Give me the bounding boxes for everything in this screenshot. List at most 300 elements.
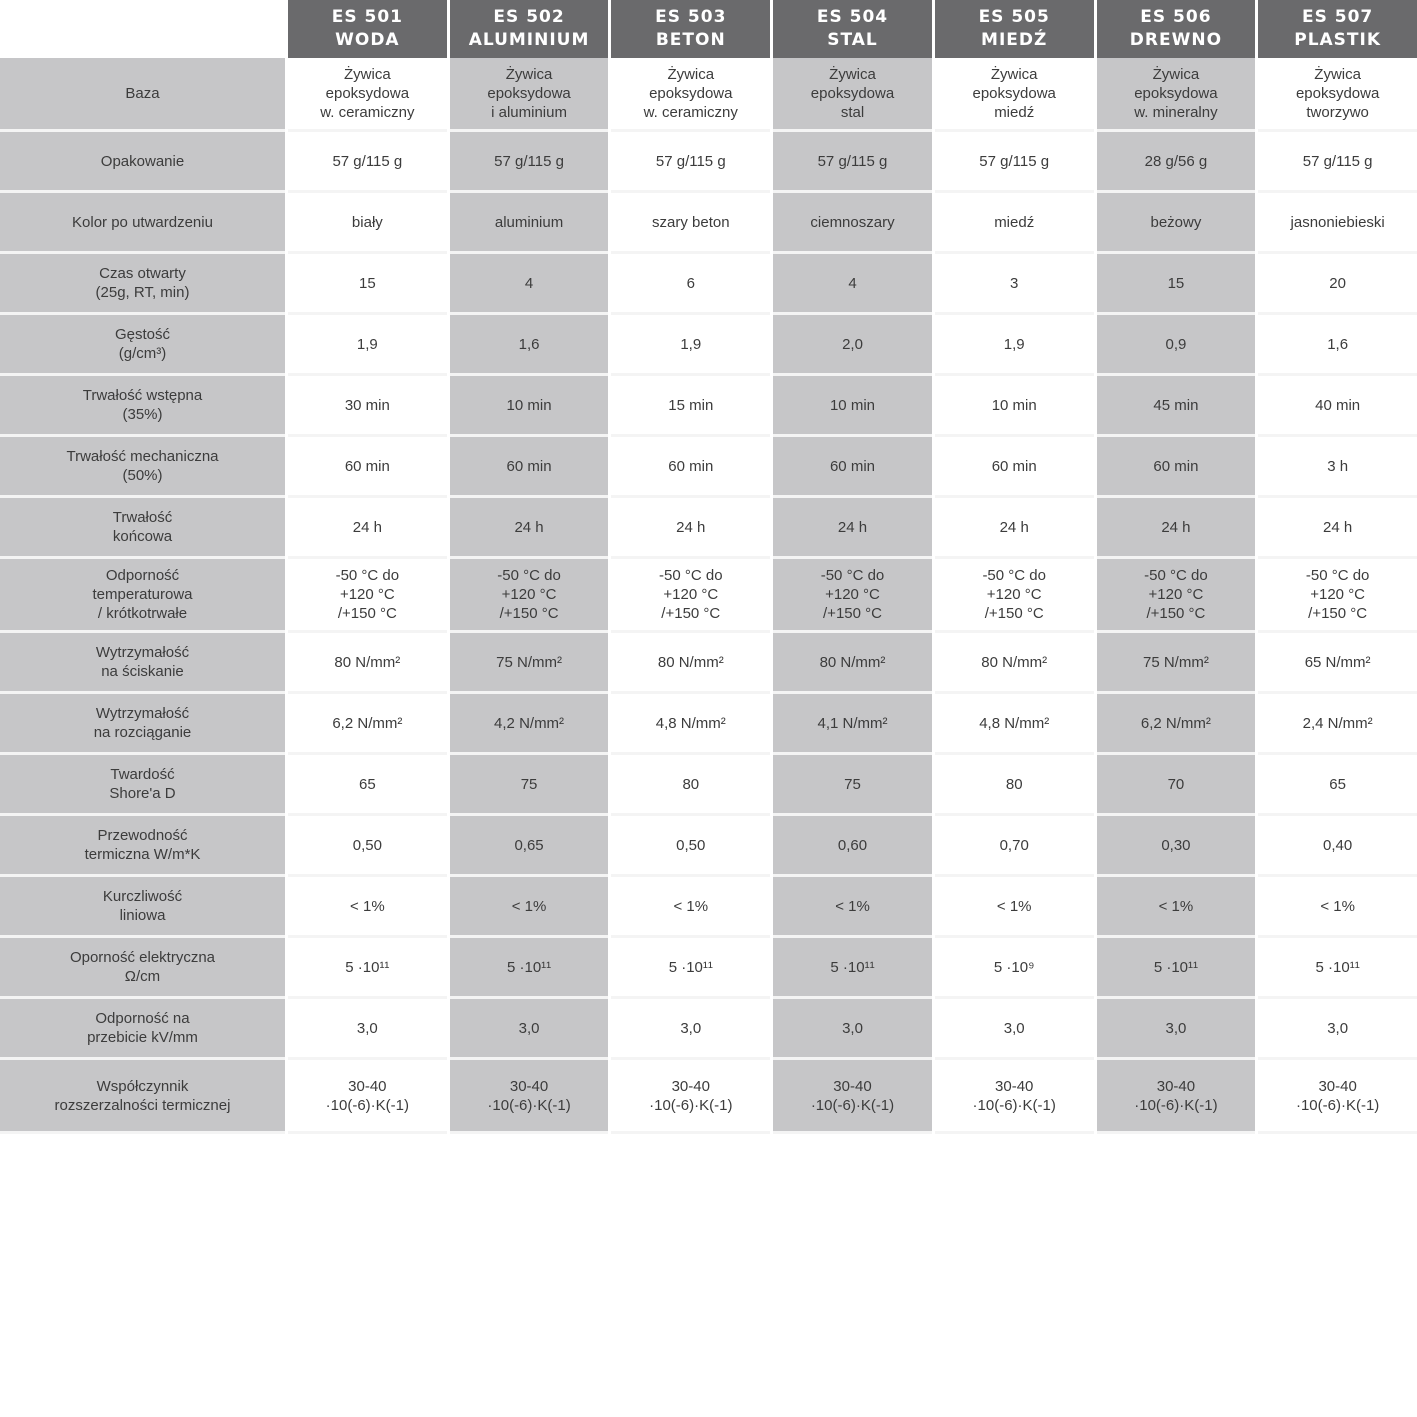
table-cell xyxy=(1097,132,1256,193)
table-cell xyxy=(1258,1060,1417,1134)
row-label-line: Opakowanie xyxy=(100,152,185,170)
table-cell xyxy=(450,938,609,999)
column-header-code: ES 503 xyxy=(655,7,727,27)
table-cell-line: 60 min xyxy=(506,457,552,475)
table-cell-line: 0,60 xyxy=(837,836,868,854)
table-cell xyxy=(1097,376,1256,437)
table-cell xyxy=(773,816,932,877)
column-header xyxy=(935,0,1094,58)
table-cell xyxy=(288,132,447,193)
table-cell-line: 2,0 xyxy=(842,335,863,353)
table-cell-line: 57 g/115 g xyxy=(655,152,726,170)
row-label-line: Kolor po utwardzeniu xyxy=(72,213,213,231)
table-cell-line: 65 xyxy=(359,775,376,793)
table-cell-line: < 1% xyxy=(835,897,870,915)
table-cell-line: 0,70 xyxy=(999,836,1029,854)
table-cell-line: 1,9 xyxy=(680,335,702,353)
table-cell xyxy=(450,498,609,559)
table-cell-line: 30 min xyxy=(344,396,390,414)
table-cell xyxy=(1097,315,1256,376)
table-cell xyxy=(450,877,609,938)
table-cell-line: 0,50 xyxy=(676,836,706,854)
table-cell-line: 0,40 xyxy=(1323,836,1353,854)
table-cell xyxy=(611,498,770,559)
table-cell xyxy=(773,938,932,999)
table-cell xyxy=(773,193,932,254)
table-cell xyxy=(1258,559,1417,633)
table-cell-line: /+150 °C xyxy=(823,605,882,622)
table-cell xyxy=(450,559,609,633)
table-cell-line: 60 min xyxy=(1153,457,1199,475)
table-cell-line: 45 min xyxy=(1153,396,1199,414)
table-cell xyxy=(450,755,609,816)
table-cell xyxy=(288,755,447,816)
table-cell-line: 15 xyxy=(1167,274,1185,292)
table-cell-line: 24 h xyxy=(514,518,544,536)
table-cell xyxy=(773,132,932,193)
table-cell xyxy=(1258,816,1417,877)
table-cell xyxy=(611,999,770,1060)
table-cell-line: Żywica xyxy=(505,66,553,83)
table-cell-line: 5 ·10¹¹ xyxy=(506,958,552,976)
table-cell xyxy=(1097,694,1256,755)
table-cell-line: -50 °C do xyxy=(497,567,561,584)
table-cell xyxy=(1258,315,1417,376)
row-label xyxy=(0,58,285,132)
table-cell-line: 5 ·10¹¹ xyxy=(1153,958,1199,976)
table-cell-line: 60 min xyxy=(829,457,875,475)
table-cell xyxy=(611,816,770,877)
table-cell-line: 4,8 N/mm² xyxy=(655,714,726,732)
table-cell xyxy=(611,193,770,254)
table-cell-line: 4 xyxy=(848,274,857,292)
table-cell xyxy=(1097,498,1256,559)
row-label-line: (35%) xyxy=(122,406,163,423)
table-cell xyxy=(935,999,1094,1060)
table-cell-line: ·10(-6)·K(-1) xyxy=(1295,1096,1380,1114)
row-label-line: (50%) xyxy=(122,467,163,484)
table-cell xyxy=(288,376,447,437)
row-label xyxy=(0,694,285,755)
row-label xyxy=(0,132,285,193)
table-cell xyxy=(1258,58,1417,132)
row-label-line: (25g, RT, min) xyxy=(95,284,190,301)
table-cell xyxy=(1258,132,1417,193)
table-cell xyxy=(450,315,609,376)
row-label xyxy=(0,193,285,254)
table-cell-line: 3,0 xyxy=(356,1019,378,1037)
table-cell-line: 24 h xyxy=(676,518,706,536)
table-cell xyxy=(1258,437,1417,498)
row-label-line: liniowa xyxy=(119,907,166,924)
column-header xyxy=(773,0,932,58)
table-cell xyxy=(935,633,1094,694)
table-cell xyxy=(450,816,609,877)
table-cell-line: /+150 °C xyxy=(661,605,721,622)
table-cell xyxy=(1258,498,1417,559)
table-cell-line: -50 °C do xyxy=(1144,567,1208,584)
table-cell xyxy=(450,1060,609,1134)
table-cell xyxy=(450,437,609,498)
table-cell-line: epoksydowa xyxy=(972,85,1056,102)
table-cell-line: 3,0 xyxy=(680,1019,702,1037)
table-cell xyxy=(935,877,1094,938)
table-cell-line: -50 °C do xyxy=(1305,567,1370,584)
table-cell xyxy=(1258,633,1417,694)
table-cell xyxy=(1097,58,1256,132)
row-label-line: Oporność elektryczna xyxy=(69,949,216,966)
table-cell-line: 5 ·10¹¹ xyxy=(345,958,390,976)
table-cell xyxy=(450,254,609,315)
table-cell xyxy=(288,999,447,1060)
table-cell-line: 57 g/115 g xyxy=(1302,152,1373,170)
table-cell-line: w. mineralny xyxy=(1134,104,1218,121)
table-cell-line: 30-40 xyxy=(509,1077,549,1095)
table-cell-line: jasnoniebieski xyxy=(1290,213,1385,231)
table-cell-line: /+150 °C xyxy=(1308,605,1368,622)
table-cell-line: 3,0 xyxy=(1327,1019,1349,1037)
table-cell-line: ·10(-6)·K(-1) xyxy=(487,1096,571,1114)
row-label xyxy=(0,938,285,999)
table-cell-line: 30-40 xyxy=(1156,1077,1196,1095)
table-cell xyxy=(1258,877,1417,938)
table-cell xyxy=(935,193,1094,254)
column-header-code: ES 501 xyxy=(331,7,403,27)
table-cell xyxy=(450,999,609,1060)
row-label-line: temperaturowa xyxy=(92,586,193,603)
table-cell xyxy=(450,633,609,694)
table-cell xyxy=(450,376,609,437)
row-label-line: końcowa xyxy=(112,528,173,545)
table-cell xyxy=(935,254,1094,315)
table-cell xyxy=(450,694,609,755)
table-cell-line: 6,2 N/mm² xyxy=(332,714,403,732)
table-cell-line: miedź xyxy=(994,213,1035,231)
table-cell xyxy=(611,633,770,694)
table-cell xyxy=(611,437,770,498)
row-label xyxy=(0,498,285,559)
table-cell xyxy=(1258,999,1417,1060)
column-header xyxy=(1258,0,1417,58)
column-header-name: PLASTIK xyxy=(1294,30,1382,50)
table-cell xyxy=(773,877,932,938)
table-cell xyxy=(611,694,770,755)
table-cell xyxy=(1097,193,1256,254)
row-label xyxy=(0,816,285,877)
table-cell-line: 65 xyxy=(1329,775,1346,793)
table-cell xyxy=(288,437,447,498)
row-label-line: Wytrzymałość xyxy=(95,644,190,661)
table-cell-line: 75 xyxy=(844,775,861,793)
table-cell xyxy=(1258,755,1417,816)
row-label xyxy=(0,877,285,938)
column-header-name: WODA xyxy=(335,30,400,50)
row-label-line: Ω/cm xyxy=(124,968,161,985)
table-cell xyxy=(773,1060,932,1134)
column-header-name: ALUMINIUM xyxy=(468,30,590,50)
table-cell-line: 57 g/115 g xyxy=(494,152,564,170)
table-cell-line: +120 °C xyxy=(986,586,1042,603)
table-cell xyxy=(935,132,1094,193)
table-cell-line: 30-40 xyxy=(671,1077,710,1095)
table-cell-line: ·10(-6)·K(-1) xyxy=(810,1096,895,1114)
row-label-line: Przewodność xyxy=(97,827,188,844)
table-cell-line: 2,4 N/mm² xyxy=(1302,714,1373,732)
table-cell xyxy=(288,1060,447,1134)
table-cell-line: Żywica xyxy=(344,66,391,83)
table-cell-line: 40 min xyxy=(1315,396,1361,414)
table-cell xyxy=(1097,1060,1256,1134)
table-cell xyxy=(611,938,770,999)
table-cell-line: +120 °C xyxy=(825,586,880,603)
table-cell-line: 5 ·10⁹ xyxy=(993,958,1035,976)
table-cell-line: 80 N/mm² xyxy=(819,653,886,671)
table-cell-line: -50 °C do xyxy=(335,567,400,584)
table-cell-line: 57 g/115 g xyxy=(332,152,403,170)
table-cell xyxy=(1258,376,1417,437)
table-cell-line: ·10(-6)·K(-1) xyxy=(972,1096,1056,1114)
table-cell-line: 3 xyxy=(1010,274,1019,292)
table-cell-line: 10 min xyxy=(829,396,875,414)
table-cell xyxy=(1097,816,1256,877)
row-label-line: Wytrzymałość xyxy=(95,705,190,722)
table-cell-line: 4 xyxy=(524,274,534,292)
column-header-code: ES 504 xyxy=(816,7,889,27)
table-cell-line: 80 N/mm² xyxy=(657,653,724,671)
table-cell-line: < 1% xyxy=(350,897,385,915)
table-cell-line: aluminium xyxy=(494,213,564,231)
table-cell-line: 3,0 xyxy=(518,1019,540,1037)
table-cell xyxy=(288,315,447,376)
table-cell-line: 6 xyxy=(686,274,695,292)
table-cell xyxy=(773,498,932,559)
table-cell xyxy=(773,633,932,694)
table-cell xyxy=(773,315,932,376)
row-label-line: na ściskanie xyxy=(101,663,184,680)
row-label-line: Odporność xyxy=(105,567,180,584)
table-cell-line: Żywica xyxy=(1314,66,1361,83)
table-cell xyxy=(935,1060,1094,1134)
table-cell xyxy=(611,877,770,938)
table-cell xyxy=(288,193,447,254)
row-label xyxy=(0,633,285,694)
table-cell-line: -50 °C do xyxy=(659,567,723,584)
table-cell-line: Żywica xyxy=(667,66,715,83)
table-cell-line: 57 g/115 g xyxy=(979,152,1050,170)
table-cell-line: /+150 °C xyxy=(984,605,1044,622)
row-label-line: rozszerzalności termicznej xyxy=(54,1096,231,1114)
row-label xyxy=(0,376,285,437)
table-cell-line: /+150 °C xyxy=(337,605,397,622)
table-cell-line: 30-40 xyxy=(1318,1077,1357,1095)
row-label-line: Kurczliwość xyxy=(102,888,183,905)
table-cell xyxy=(773,254,932,315)
table-cell-line: 15 xyxy=(359,274,376,292)
table-cell-line: 80 xyxy=(1005,775,1023,793)
row-label xyxy=(0,559,285,633)
table-cell-line: 1,6 xyxy=(1327,335,1349,353)
table-cell-line: epoksydowa xyxy=(325,85,410,102)
table-cell-line: 24 h xyxy=(837,518,868,536)
row-label xyxy=(0,755,285,816)
row-label-line: (g/cm³) xyxy=(118,345,167,362)
table-cell xyxy=(935,58,1094,132)
table-cell xyxy=(611,376,770,437)
table-cell-line: 0,50 xyxy=(352,836,382,854)
table-cell xyxy=(773,755,932,816)
table-cell-line: 1,9 xyxy=(356,335,378,353)
row-label xyxy=(0,1060,285,1134)
table-cell xyxy=(611,1060,770,1134)
table-cell xyxy=(1097,633,1256,694)
table-cell-line: 3 h xyxy=(1327,457,1349,475)
table-cell xyxy=(1097,559,1256,633)
table-cell xyxy=(1097,437,1256,498)
table-cell xyxy=(935,315,1094,376)
table-cell xyxy=(935,694,1094,755)
table-cell-line: epoksydowa xyxy=(810,85,895,102)
table-cell xyxy=(935,559,1094,633)
table-cell-line: +120 °C xyxy=(1148,586,1204,603)
table-cell xyxy=(1097,254,1256,315)
table-cell xyxy=(1097,999,1256,1060)
column-header-code: ES 502 xyxy=(493,7,565,27)
table-cell xyxy=(450,132,609,193)
table-cell xyxy=(1258,938,1417,999)
header-blank-corner xyxy=(0,0,285,58)
table-cell-line: 30-40 xyxy=(995,1077,1034,1095)
column-header-name: MIEDŹ xyxy=(981,30,1048,50)
table-cell xyxy=(935,376,1094,437)
table-cell-line: 30-40 xyxy=(833,1077,872,1095)
table-cell-line: 0,9 xyxy=(1165,335,1187,353)
table-cell-line: 3,0 xyxy=(842,1019,863,1037)
row-label xyxy=(0,315,285,376)
table-cell xyxy=(288,498,447,559)
table-cell xyxy=(450,193,609,254)
table-cell-line: w. ceramiczny xyxy=(643,104,738,121)
table-cell-line: +120 °C xyxy=(339,586,395,603)
table-cell-line: -50 °C do xyxy=(820,567,885,584)
table-cell-line: epoksydowa xyxy=(649,85,733,102)
table-cell-line: Żywica xyxy=(829,66,876,83)
column-header xyxy=(611,0,770,58)
table-cell xyxy=(288,877,447,938)
row-label-line: Odporność na xyxy=(95,1010,190,1027)
table-cell-line: 57 g/115 g xyxy=(817,152,888,170)
table-cell-line: 20 xyxy=(1329,274,1346,292)
table-cell-line: 1,6 xyxy=(518,335,540,353)
table-cell-line: 10 min xyxy=(506,396,552,414)
table-cell-line: < 1% xyxy=(996,897,1032,915)
table-cell-line: < 1% xyxy=(1158,897,1194,915)
table-cell xyxy=(611,315,770,376)
table-cell xyxy=(773,58,932,132)
table-cell-line: epoksydowa xyxy=(1134,85,1218,102)
table-cell-line: ciemnoszary xyxy=(810,213,895,231)
table-cell-line: 4,2 N/mm² xyxy=(494,714,565,732)
table-cell-line: -50 °C do xyxy=(982,567,1046,584)
row-label-line: na rozciąganie xyxy=(93,724,192,741)
table-cell xyxy=(1258,694,1417,755)
table-cell-line: miedź xyxy=(994,104,1035,121)
table-cell xyxy=(773,559,932,633)
row-label-line: Trwałość xyxy=(112,509,173,526)
row-label-line: / krótkotrwałe xyxy=(97,605,188,622)
row-label-line: Gęstość xyxy=(114,326,171,343)
table-cell-line: 28 g/56 g xyxy=(1144,152,1208,170)
column-header-name: STAL xyxy=(827,30,878,50)
column-header-name: BETON xyxy=(655,30,726,50)
column-header-code: ES 507 xyxy=(1302,7,1374,27)
row-label xyxy=(0,254,285,315)
table-cell xyxy=(611,755,770,816)
table-cell-line: 10 min xyxy=(991,396,1037,414)
row-label-line: Trwałość wstępna xyxy=(82,387,203,404)
table-cell xyxy=(1097,877,1256,938)
table-cell xyxy=(611,254,770,315)
table-cell-line: 24 h xyxy=(1323,518,1353,536)
table-cell-line: Żywica xyxy=(990,66,1038,83)
table-cell xyxy=(935,938,1094,999)
table-cell xyxy=(1258,254,1417,315)
table-cell-line: +120 °C xyxy=(1310,586,1366,603)
table-cell-line: 0,65 xyxy=(514,836,544,854)
table-cell-line: stal xyxy=(840,104,865,121)
table-cell-line: 3,0 xyxy=(1003,1019,1025,1037)
table-cell-line: ·10(-6)·K(-1) xyxy=(649,1096,733,1114)
table-cell-line: 70 xyxy=(1167,775,1185,793)
table-cell-line: 3,0 xyxy=(1165,1019,1187,1037)
row-label-line: termiczna W/m*K xyxy=(84,846,201,863)
table-cell-line: 5 ·10¹¹ xyxy=(668,958,713,976)
column-header-code: ES 506 xyxy=(1140,7,1212,27)
table-cell xyxy=(288,58,447,132)
table-cell-line: 65 N/mm² xyxy=(1304,653,1371,671)
table-cell-line: 80 N/mm² xyxy=(981,653,1048,671)
table-cell-line: epoksydowa xyxy=(487,85,571,102)
table-cell-line: 75 N/mm² xyxy=(1143,653,1209,671)
table-cell-line: +120 °C xyxy=(501,586,557,603)
column-header xyxy=(288,0,447,58)
table-cell-line: 60 min xyxy=(344,457,390,475)
row-label-line: Czas otwarty xyxy=(99,265,186,282)
table-cell xyxy=(773,694,932,755)
column-header xyxy=(450,0,609,58)
table-cell-line: < 1% xyxy=(1320,897,1355,915)
table-cell-line: 4,8 N/mm² xyxy=(979,714,1050,732)
table-cell xyxy=(773,999,932,1060)
table-cell-line: 4,1 N/mm² xyxy=(817,714,888,732)
table-cell-line: ·10(-6)·K(-1) xyxy=(325,1096,410,1114)
table-cell-line: biały xyxy=(351,213,383,231)
table-cell-line: beżowy xyxy=(1150,213,1202,231)
table-cell-line: szary beton xyxy=(652,213,730,231)
table-cell-line: tworzywo xyxy=(1306,104,1369,121)
table-cell-line: 60 min xyxy=(991,457,1037,475)
table-cell-line: 24 h xyxy=(1161,518,1191,536)
table-cell-line: 60 min xyxy=(668,457,714,475)
table-cell xyxy=(773,437,932,498)
table-cell xyxy=(611,559,770,633)
table-cell-line: 24 h xyxy=(352,518,382,536)
table-cell-line: < 1% xyxy=(511,897,547,915)
table-cell-line: 1,9 xyxy=(1003,335,1025,353)
table-cell xyxy=(935,816,1094,877)
table-cell-line: 5 ·10¹¹ xyxy=(830,958,875,976)
table-cell xyxy=(288,559,447,633)
table-cell-line: 5 ·10¹¹ xyxy=(1315,958,1360,976)
